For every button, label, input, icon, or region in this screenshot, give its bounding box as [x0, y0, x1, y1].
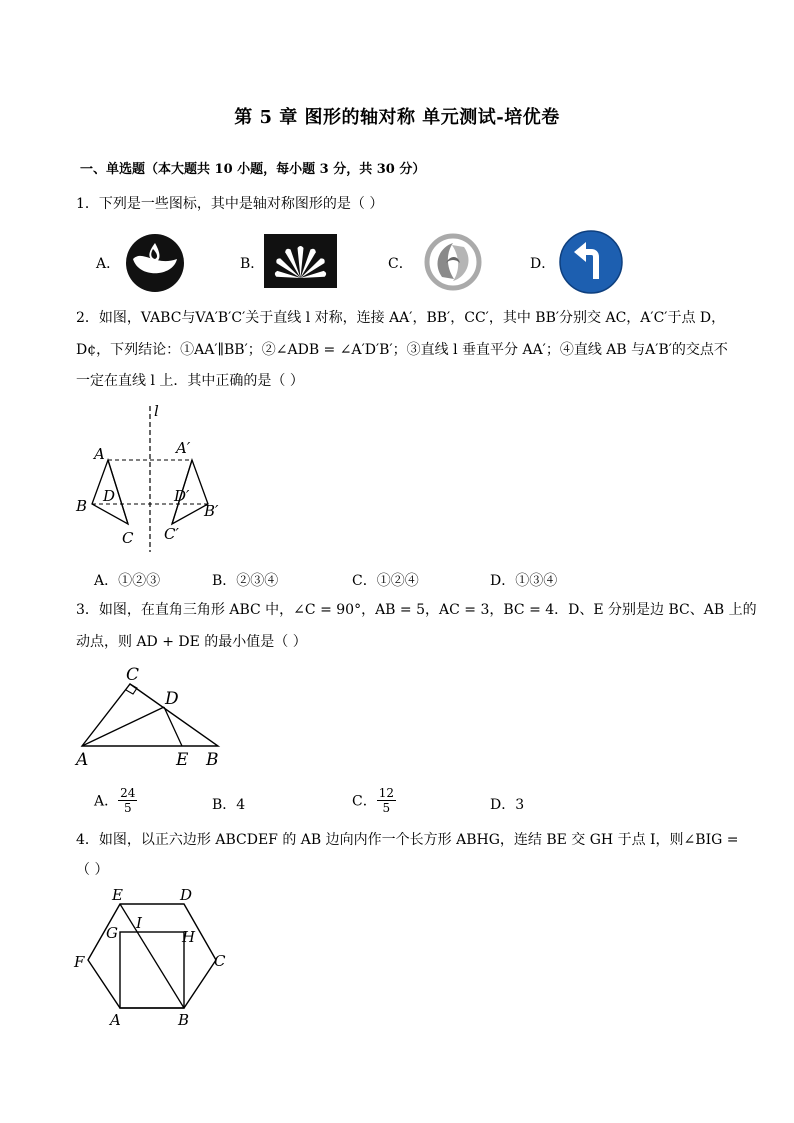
- q1-option-a-label: A．: [96, 256, 121, 272]
- q3-stem-line2: 动点，则 AD + DE 的最小值是（ ）: [76, 634, 307, 650]
- label-f: F: [74, 953, 85, 971]
- q4-stem-line1: 4．如图，以正六边形 ABCDEF 的 AB 边向内作一个长方形 ABHG，连结 BE 交 GH 于点 I，则∠BIG =: [76, 832, 739, 848]
- q3-stem-line1: 3．如图，在直角三角形 ABC 中，∠C = 90°，AB = 5，AC = 3，BC = 4．D、E 分别是边 BC、AB 上的: [76, 602, 757, 618]
- label-b: B: [76, 497, 88, 515]
- label-d-prime: D′: [174, 487, 190, 505]
- drop-circle-icon: [125, 233, 185, 293]
- q4-stem-line2: （ ）: [76, 862, 109, 878]
- label-c: C: [214, 952, 226, 970]
- label-e: E: [112, 886, 123, 904]
- label-a: A: [110, 1011, 121, 1029]
- label-d: D: [165, 689, 179, 709]
- q2-stem-line2: D¢，下列结论：①AA′∥BB′；②∠ADB = ∠A′D′B′；③直线 l 垂直平分 AA′；④直线 AB 与A′B′的交点不: [76, 342, 728, 358]
- q3-figure: [70, 662, 230, 770]
- label-e: E: [176, 750, 189, 770]
- label-d: D: [180, 886, 193, 904]
- q3-option-a: A． $\frac{24}{5}$: [94, 786, 136, 815]
- label-a: A: [94, 445, 105, 463]
- huawei-logo-icon: [264, 234, 337, 288]
- q2-figure: [70, 400, 230, 558]
- turn-left-sign-icon: [558, 229, 624, 295]
- q2-stem-line3: 一定在直线 l 上．其中正确的是（ ）: [76, 373, 304, 389]
- q2-stem-line1: 2．如图，VABC与VA′B′C′关于直线 l 对称，连接 AA′，BB′，CC′，其中 BB′分别交 AC，A′C′于点 D，: [76, 310, 726, 326]
- q1-option-c-label: C．: [388, 256, 413, 272]
- section-heading: 一、单选题（本大题共 10 小题，每小题 3 分，共 30 分）: [80, 162, 426, 177]
- q2-option-a: A．①②③: [94, 573, 161, 589]
- label-c: C: [126, 665, 140, 685]
- q3-option-d: D．3: [490, 797, 525, 813]
- label-b: B: [206, 750, 219, 770]
- q1-option-d-label: D．: [530, 256, 556, 272]
- q2-option-c: C．①②④: [352, 573, 419, 589]
- dongfeng-logo-icon: [424, 233, 482, 291]
- q4-figure: [70, 884, 240, 1034]
- q3-option-c: C． $\frac{12}{5}$: [352, 786, 394, 815]
- label-l: l: [154, 402, 159, 420]
- label-c-prime: C′: [164, 525, 179, 543]
- label-h: H: [182, 928, 196, 946]
- label-i: I: [136, 914, 142, 932]
- label-a-prime: A′: [176, 439, 191, 457]
- label-c: C: [122, 529, 134, 547]
- label-g: G: [106, 924, 118, 942]
- label-b-prime: B′: [204, 502, 219, 520]
- label-a: A: [76, 750, 89, 770]
- q2-option-d: D．①③④: [490, 573, 558, 589]
- q2-option-b: B．②③④: [212, 573, 279, 589]
- page-title: 第 5 章 图形的轴对称 单元测试-培优卷: [234, 107, 560, 128]
- q3-option-b: B．4: [212, 797, 246, 813]
- label-b: B: [178, 1011, 190, 1029]
- q1-option-b-label: B．: [240, 256, 265, 272]
- q1-stem: 1．下列是一些图标，其中是轴对称图形的是（ ）: [76, 196, 384, 212]
- label-d: D: [103, 487, 116, 505]
